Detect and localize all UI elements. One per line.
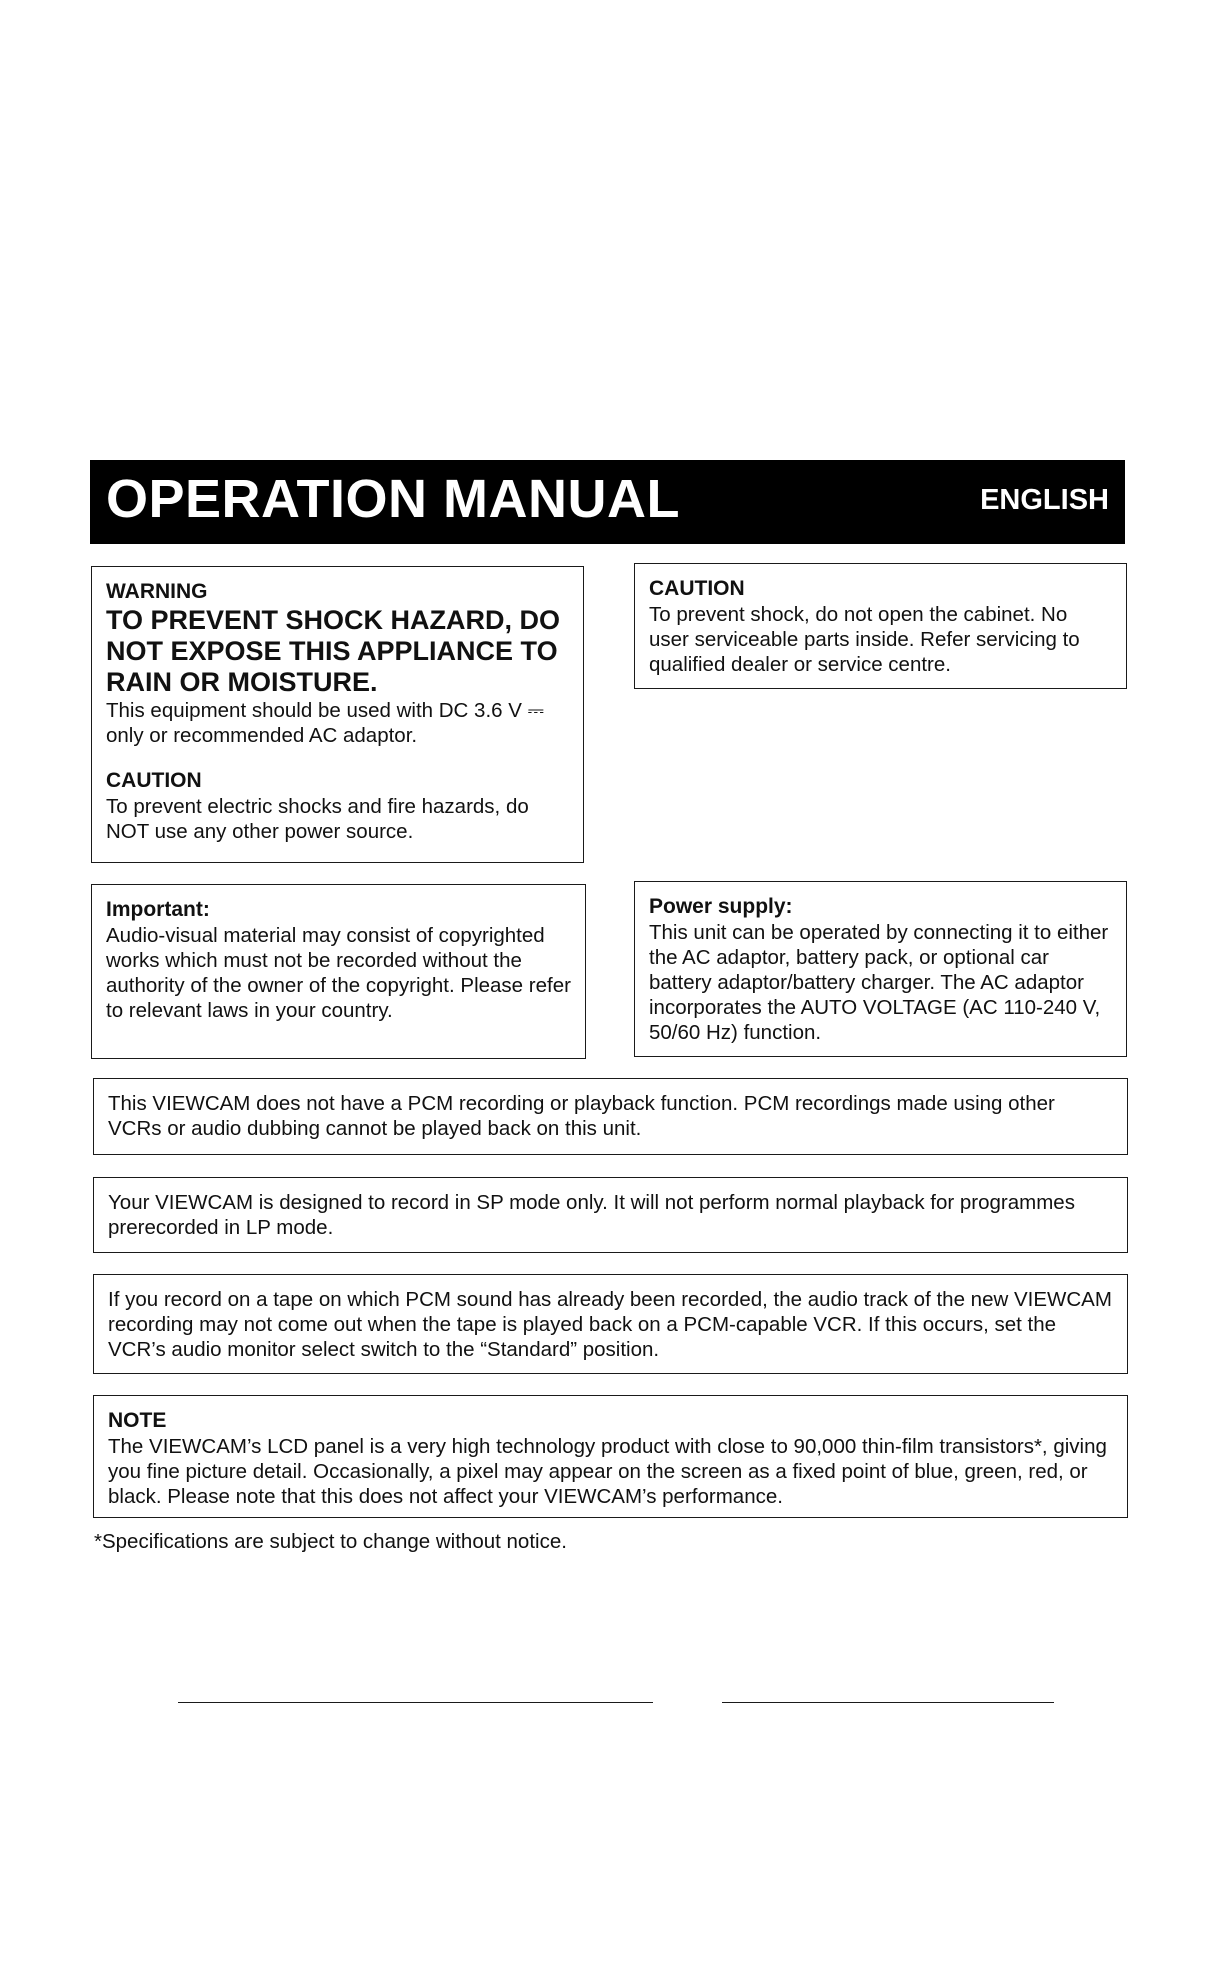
copyright-text: Audio-visual material may consist of copyrighted works which must not be recorded without the authority of the owner of the copyright. Please refer to relevant laws in your country.: [106, 924, 571, 1022]
pcm-sound-box: [93, 1274, 1128, 1374]
sp-mode-box: [93, 1177, 1128, 1253]
pcm-notice-box: [93, 1078, 1128, 1155]
note-box: [93, 1395, 1128, 1518]
power-source-caution-text: To prevent electric shocks and fire hazards, do NOT use any other power source.: [106, 795, 529, 843]
important-box: [91, 884, 586, 1059]
warning-heading: WARNING: [106, 580, 208, 603]
bottom-rule-left: [178, 1702, 653, 1703]
pcm-sound-text: If you record on a tape on which PCM sound has already been recorded, the audio track of the new VIEWCAM recording may not come out when the tape is played back on a PCM-capable VCR. If this occurs, set the VCR’s audio monitor select switch to the “Standard” position.: [108, 1288, 1112, 1361]
language-label: ENGLISH: [980, 484, 1109, 516]
cabinet-caution-text: To prevent shock, do not open the cabinet. No user serviceable parts inside. Refer servicing to qualified dealer or service centre.: [649, 603, 1080, 676]
specifications-footnote: *Specifications are subject to change without notice.: [94, 1530, 567, 1553]
manual-title: OPERATION MANUAL: [106, 469, 680, 529]
lcd-note-text: The VIEWCAM’s LCD panel is a very high technology product with close to 90,000 thin-film transistors*, giving you fine picture detail. Occasionally, a pixel may appear on the screen as a fixed point of blue, green, red, or black. Please note that this does not affect your VIEWCAM’s performance.: [108, 1435, 1107, 1508]
cabinet-caution-heading: CAUTION: [649, 577, 745, 600]
dc-power-text: This equipment should be used with DC 3.6 V ⎓ only or recommended AC adaptor.: [106, 699, 544, 747]
note-heading: NOTE: [108, 1409, 167, 1432]
title-banner: [90, 460, 1125, 544]
power-supply-box: [634, 881, 1127, 1057]
important-heading: Important:: [106, 898, 210, 921]
caution-heading: CAUTION: [106, 769, 202, 792]
pcm-notice-text: This VIEWCAM does not have a PCM recording or playback function. PCM recordings made using other VCRs or audio dubbing cannot be played back on this unit.: [108, 1092, 1055, 1140]
bottom-rule-right: [722, 1702, 1054, 1703]
power-supply-heading: Power supply:: [649, 895, 793, 918]
power-supply-text: This unit can be operated by connecting it to either the AC adaptor, battery pack, or optional car battery adaptor/battery charger. The AC adaptor incorporates the AUTO VOLTAGE (AC 110-240 V, 50/60 Hz) function.: [649, 921, 1109, 1044]
shock-hazard-headline: TO PREVENT SHOCK HAZARD, DO NOT EXPOSE THIS APPLIANCE TO RAIN OR MOISTURE.: [106, 605, 561, 697]
cabinet-caution-box: [634, 563, 1127, 689]
sp-mode-text: Your VIEWCAM is designed to record in SP mode only. It will not perform normal playback for programmes prerecorded in LP mode.: [108, 1191, 1075, 1239]
warning-box: [91, 566, 584, 863]
